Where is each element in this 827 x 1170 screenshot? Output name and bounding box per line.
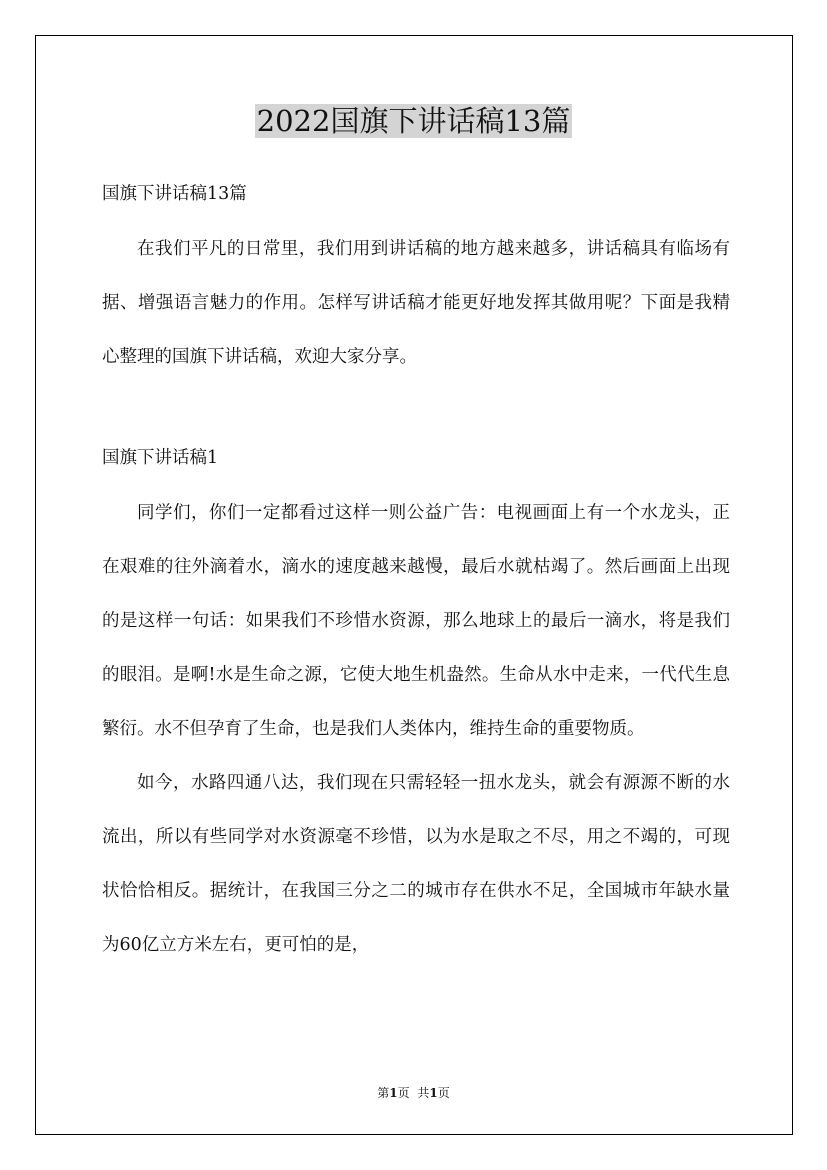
section-heading: 国旗下讲话稿1 bbox=[102, 448, 219, 468]
total-prefix: 共 bbox=[417, 1086, 430, 1100]
page-footer bbox=[0, 1083, 827, 1103]
document-subtitle: 国旗下讲话稿13篇 bbox=[102, 184, 247, 204]
intro-paragraph: 在我们平凡的日常里，我们用到讲话稿的地方越来越多，讲话稿具有临场有据、增强语言魅力的作用。怎样写讲话稿才能更好地发挥其做用呢？下面是我精心整理的国旗下讲话稿，欢迎大家分享。 bbox=[102, 239, 730, 367]
page-total: 1 bbox=[429, 1086, 438, 1100]
page-current: 1 bbox=[389, 1086, 398, 1100]
body-paragraph: 同学们，你们一定都看过这样一则公益广告：电视画面上有一个水龙头，正在艰难的往外滴着水，滴水的速度越来越慢，最后水就枯竭了。然后画面上出现的是这样一句话：如果我们不珍惜水资源，那么地球上的最后一滴水，将是我们的眼泪。是啊!水是生命之源，它使大地生机盎然。生命从水中走来，一代代生息繁衍。水不但孕育了生命，也是我们人类体内，维持生命的重要物质。 bbox=[102, 503, 730, 739]
page-suffix: 页 bbox=[397, 1086, 410, 1100]
body-paragraph: 如今，水路四通八达，我们现在只需轻轻一扭水龙头，就会有源源不断的水流出，所以有些同学对水资源毫不珍惜，以为水是取之不尽，用之不竭的，可现状恰恰相反。据统计，在我国三分之二的城市存在供水不足，全国城市年缺水量为60亿立方米左右，更可怕的是， bbox=[102, 773, 730, 955]
page-prefix: 第 bbox=[377, 1086, 390, 1100]
total-suffix: 页 bbox=[437, 1086, 450, 1100]
document-body bbox=[102, 172, 730, 972]
document-title-text: 2022国旗下讲话稿13篇 bbox=[256, 104, 571, 138]
spacer bbox=[102, 384, 730, 436]
document-title bbox=[0, 100, 827, 142]
